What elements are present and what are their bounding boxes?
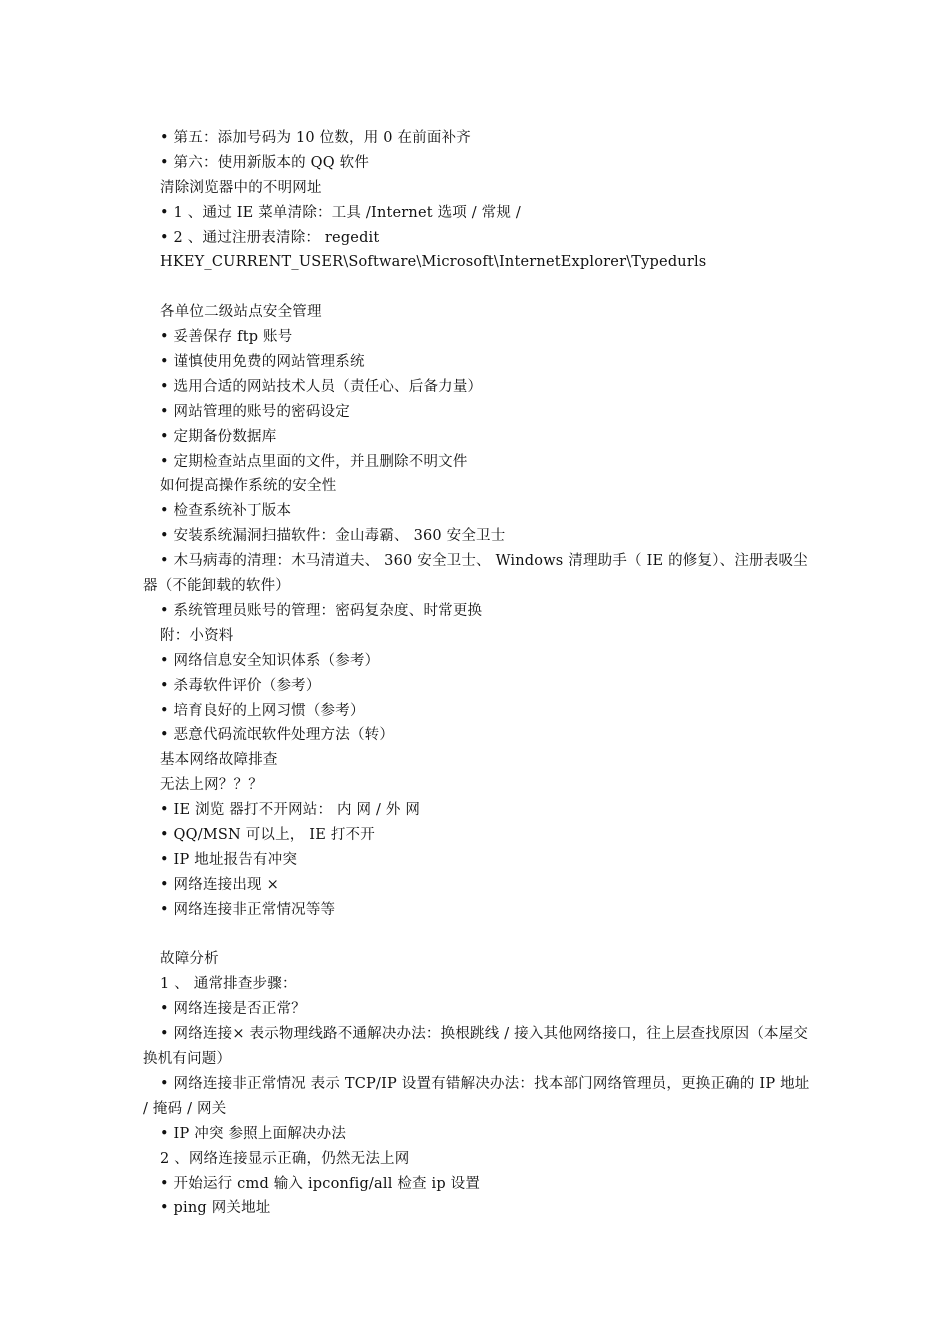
step-heading: 1 、 通常排查步骤： (160, 976, 297, 993)
list-item: • 杀毒软件评价（参考） (160, 677, 321, 694)
list-item: • IE 浏览 器打不开网站： 内 网 / 外 网 (160, 802, 421, 819)
section-heading: 如何提高操作系统的安全性 (160, 478, 337, 495)
list-item: • 1 、通过 IE 菜单清除：工具 /Internet 选项 / 常规 / (160, 204, 521, 221)
list-item: • QQ/MSN 可以上， IE 打不开 (160, 826, 375, 843)
list-item: • 第六：使用新版本的 QQ 软件 (160, 154, 370, 171)
registry-path: HKEY_CURRENT_USER\Software\Microsoft\InternetExplorer\Typedurls (160, 254, 707, 271)
list-item: • 检查系统补丁版本 (160, 503, 292, 520)
list-item: • IP 地址报告有冲突 (160, 851, 298, 868)
section-heading: 基本网络故障排查 (160, 752, 278, 769)
list-item: • 网络信息安全知识体系（参考） (160, 652, 380, 669)
list-item: • 网络连接出现 × (160, 876, 279, 893)
list-item: • 网络连接非正常情况等等 (160, 901, 336, 918)
list-item: • 定期检查站点里面的文件，并且删除不明文件 (160, 453, 468, 470)
list-item: • 恶意代码流氓软件处理方法（转） (160, 727, 395, 744)
blank-line (143, 275, 813, 300)
blank-line (143, 923, 813, 948)
list-item: • 安装系统漏洞扫描软件：金山毒霸、 360 安全卫士 (160, 528, 506, 545)
list-item: • 培育良好的上网习惯（参考） (160, 702, 365, 719)
list-item: • 妥善保存 ftp 账号 (160, 329, 293, 346)
step-heading: 2 、网络连接显示正确，仍然无法上网 (160, 1150, 410, 1167)
list-item: • 网站管理的账号的密码设定 (160, 403, 350, 420)
list-item: • 网络连接非正常情况 表示 TCP/IP 设置有错解决办法：找本部门网络管理员，更换正确的 IP 地址 / 掩码 / 网关 (143, 1075, 810, 1117)
section-heading: 清除浏览器中的不明网址 (160, 179, 322, 196)
list-item: • 第五：添加号码为 10 位数，用 0 在前面补齐 (160, 130, 471, 146)
list-item: • 网络连接是否正常？ (160, 1001, 306, 1018)
list-item: • 2 、通过注册表清除： regedit (160, 229, 380, 246)
section-heading: 无法上网？？？ (160, 777, 263, 794)
list-item: • 网络连接× 表示物理线路不通解决办法：换根跳线 / 接入其他网络接口，往上层查找原因（本屋交换机有问题） (143, 1026, 809, 1067)
section-heading: 故障分析 (160, 951, 219, 968)
list-item: • 谨慎使用免费的网站管理系统 (160, 354, 365, 371)
list-item: • 定期备份数据库 (160, 428, 277, 445)
section-heading: 附：小资料 (160, 627, 234, 644)
document-body (143, 126, 813, 1221)
list-item: • 木马病毒的清理：木马清道夫、 360 安全卫士、 Windows 清理助手（ IE 的修复）、注册表吸尘器（不能卸载的软件） (143, 553, 808, 595)
section-heading: 各单位二级站点安全管理 (160, 304, 322, 321)
list-item: • IP 冲突 参照上面解决办法 (160, 1125, 347, 1142)
list-item: • 开始运行 cmd 输入 ipconfig/all 检查 ip 设置 (160, 1175, 481, 1192)
list-item: • 系统管理员账号的管理：密码复杂度、时常更换 (160, 602, 483, 619)
list-item: • 选用合适的网站技术人员（责任心、后备力量） (160, 378, 483, 395)
list-item: • ping 网关地址 (160, 1200, 271, 1217)
